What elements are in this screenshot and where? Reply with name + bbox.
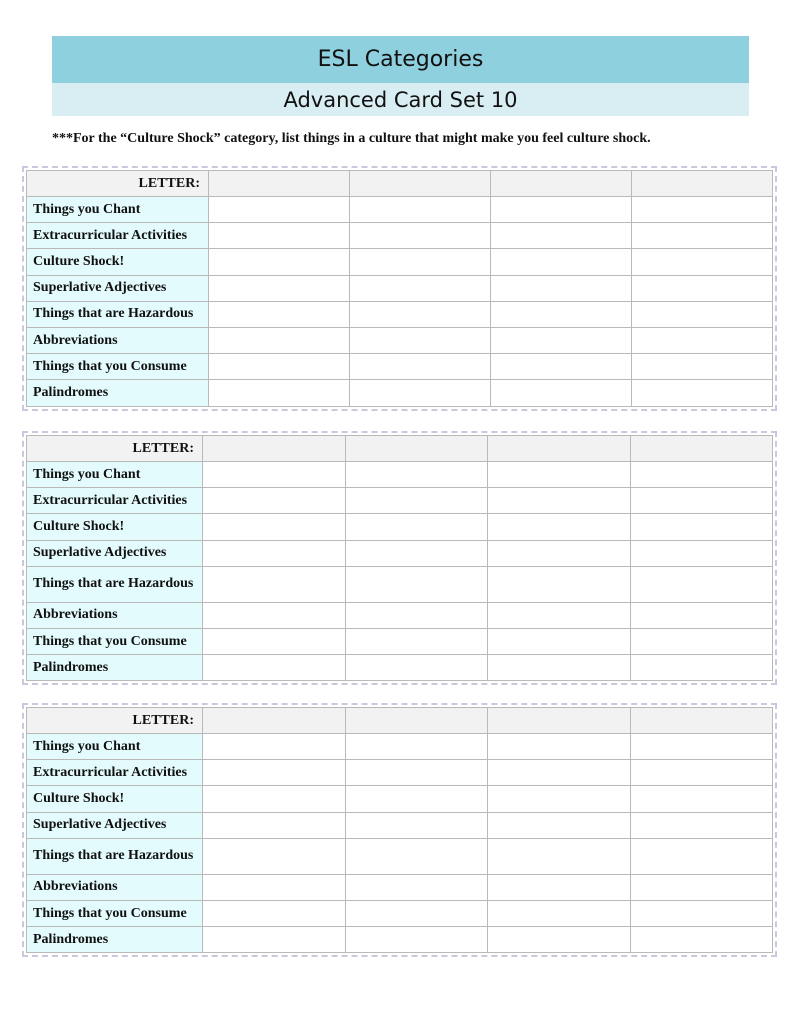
answer-cell[interactable]	[630, 734, 773, 760]
answer-cell[interactable]	[345, 514, 488, 540]
category-label: Things that you Consume	[27, 628, 203, 654]
answer-cell[interactable]	[345, 602, 488, 628]
table-row	[27, 786, 773, 812]
answer-cell[interactable]	[491, 223, 632, 249]
answer-cell[interactable]	[345, 812, 488, 838]
category-label: Extracurricular Activities	[27, 488, 203, 514]
answer-cell[interactable]	[345, 488, 488, 514]
answer-cell[interactable]	[630, 812, 773, 838]
category-label: Extracurricular Activities	[27, 760, 203, 786]
letter-label: LETTER:	[27, 436, 203, 462]
page-title: ESL Categories	[52, 36, 749, 83]
answer-cell[interactable]	[491, 354, 632, 380]
answer-cell[interactable]	[345, 540, 488, 566]
instruction-note: ***For the “Culture Shock” category, list things in a culture that might make you feel culture shock.	[52, 131, 651, 146]
answer-cell[interactable]	[203, 812, 346, 838]
category-label: Things that are Hazardous	[27, 566, 203, 602]
category-label: Things you Chant	[27, 734, 203, 760]
answer-cell[interactable]	[630, 566, 773, 602]
table-row	[27, 927, 773, 953]
category-label: Superlative Adjectives	[27, 812, 203, 838]
category-label: Things that are Hazardous	[27, 301, 209, 327]
category-label: Abbreviations	[27, 327, 209, 353]
answer-cell[interactable]	[345, 566, 488, 602]
answer-cell[interactable]	[345, 838, 488, 874]
answer-cell[interactable]	[209, 354, 350, 380]
answer-cell[interactable]	[203, 786, 346, 812]
answer-cell[interactable]	[350, 197, 491, 223]
answer-cell[interactable]	[488, 488, 631, 514]
category-table-1	[22, 166, 777, 411]
answer-cell[interactable]	[345, 874, 488, 900]
category-label: Culture Shock!	[27, 786, 203, 812]
answer-cell[interactable]	[345, 786, 488, 812]
letter-cell[interactable]	[491, 171, 632, 197]
answer-cell[interactable]	[203, 602, 346, 628]
answer-cell[interactable]	[632, 249, 773, 275]
table-row	[27, 812, 773, 838]
letter-cell[interactable]	[632, 171, 773, 197]
answer-cell[interactable]	[630, 838, 773, 874]
answer-cell[interactable]	[350, 301, 491, 327]
letter-cell[interactable]	[345, 436, 488, 462]
page-subtitle: Advanced Card Set 10	[52, 83, 749, 116]
answer-cell[interactable]	[632, 223, 773, 249]
answer-cell[interactable]	[488, 900, 631, 926]
table-row	[27, 223, 773, 249]
letter-row	[27, 436, 773, 462]
letter-cell[interactable]	[488, 708, 631, 734]
answer-cell[interactable]	[632, 197, 773, 223]
category-label: Abbreviations	[27, 602, 203, 628]
answer-cell[interactable]	[350, 354, 491, 380]
answer-cell[interactable]	[491, 301, 632, 327]
category-label: Superlative Adjectives	[27, 275, 209, 301]
answer-cell[interactable]	[632, 354, 773, 380]
answer-cell[interactable]	[350, 380, 491, 406]
answer-cell[interactable]	[630, 900, 773, 926]
answer-cell[interactable]	[345, 734, 488, 760]
answer-cell[interactable]	[488, 514, 631, 540]
letter-cell[interactable]	[488, 436, 631, 462]
answer-cell[interactable]	[488, 874, 631, 900]
answer-cell[interactable]	[350, 327, 491, 353]
table-row	[27, 488, 773, 514]
table-row	[27, 566, 773, 602]
answer-cell[interactable]	[350, 249, 491, 275]
table-row	[27, 900, 773, 926]
answer-cell[interactable]	[209, 301, 350, 327]
answer-cell[interactable]	[488, 655, 631, 681]
answer-cell[interactable]	[209, 380, 350, 406]
answer-cell[interactable]	[203, 655, 346, 681]
answer-cell[interactable]	[491, 380, 632, 406]
answer-cell[interactable]	[203, 734, 346, 760]
letter-cell[interactable]	[345, 708, 488, 734]
table-row	[27, 655, 773, 681]
table-row	[27, 462, 773, 488]
table-row	[27, 354, 773, 380]
answer-cell[interactable]	[203, 874, 346, 900]
category-label: Palindromes	[27, 927, 203, 953]
answer-cell[interactable]	[203, 488, 346, 514]
table-row	[27, 540, 773, 566]
letter-cell[interactable]	[203, 436, 346, 462]
table-row	[27, 602, 773, 628]
answer-cell[interactable]	[630, 462, 773, 488]
answer-cell[interactable]	[345, 760, 488, 786]
category-label: Extracurricular Activities	[27, 223, 209, 249]
answer-cell[interactable]	[209, 327, 350, 353]
answer-cell[interactable]	[203, 566, 346, 602]
answer-cell[interactable]	[488, 628, 631, 654]
category-label: Things that you Consume	[27, 900, 203, 926]
answer-cell[interactable]	[488, 734, 631, 760]
answer-cell[interactable]	[491, 197, 632, 223]
answer-cell[interactable]	[630, 655, 773, 681]
answer-cell[interactable]	[345, 462, 488, 488]
table-row	[27, 197, 773, 223]
answer-cell[interactable]	[630, 488, 773, 514]
category-table-3	[22, 703, 777, 957]
answer-cell[interactable]	[345, 900, 488, 926]
answer-cell[interactable]	[491, 249, 632, 275]
answer-cell[interactable]	[209, 249, 350, 275]
table-row	[27, 249, 773, 275]
answer-cell[interactable]	[632, 301, 773, 327]
category-label: Palindromes	[27, 655, 203, 681]
answer-cell[interactable]	[203, 514, 346, 540]
answer-cell[interactable]	[488, 602, 631, 628]
table-row	[27, 514, 773, 540]
answer-cell[interactable]	[630, 760, 773, 786]
answer-cell[interactable]	[345, 927, 488, 953]
answer-cell[interactable]	[203, 927, 346, 953]
table-row	[27, 301, 773, 327]
category-label: Culture Shock!	[27, 249, 209, 275]
letter-label: LETTER:	[27, 708, 203, 734]
answer-cell[interactable]	[209, 197, 350, 223]
table-row	[27, 628, 773, 654]
answer-cell[interactable]	[350, 223, 491, 249]
answer-cell[interactable]	[488, 540, 631, 566]
answer-cell[interactable]	[209, 223, 350, 249]
table-row	[27, 327, 773, 353]
category-label: Abbreviations	[27, 874, 203, 900]
answer-cell[interactable]	[630, 874, 773, 900]
table-row	[27, 380, 773, 406]
letter-cell[interactable]	[630, 436, 773, 462]
letter-cell[interactable]	[630, 708, 773, 734]
letter-cell[interactable]	[350, 171, 491, 197]
answer-cell[interactable]	[491, 327, 632, 353]
answer-cell[interactable]	[203, 760, 346, 786]
category-label: Palindromes	[27, 380, 209, 406]
table-row	[27, 874, 773, 900]
answer-cell[interactable]	[488, 760, 631, 786]
answer-cell[interactable]	[630, 927, 773, 953]
answer-cell[interactable]	[488, 927, 631, 953]
category-label: Things that are Hazardous	[27, 838, 203, 874]
table-row	[27, 838, 773, 874]
answer-cell[interactable]	[345, 628, 488, 654]
letter-label: LETTER:	[27, 171, 209, 197]
answer-cell[interactable]	[488, 812, 631, 838]
letter-cell[interactable]	[203, 708, 346, 734]
letter-row	[27, 708, 773, 734]
table-row	[27, 760, 773, 786]
category-label: Superlative Adjectives	[27, 540, 203, 566]
category-label: Things you Chant	[27, 197, 209, 223]
answer-cell[interactable]	[488, 566, 631, 602]
answer-cell[interactable]	[632, 327, 773, 353]
answer-cell[interactable]	[630, 628, 773, 654]
letter-cell[interactable]	[209, 171, 350, 197]
answer-cell[interactable]	[491, 275, 632, 301]
answer-cell[interactable]	[203, 838, 346, 874]
answer-cell[interactable]	[630, 786, 773, 812]
answer-cell[interactable]	[203, 628, 346, 654]
category-label: Things you Chant	[27, 462, 203, 488]
category-label: Culture Shock!	[27, 514, 203, 540]
answer-cell[interactable]	[203, 462, 346, 488]
category-label: Things that you Consume	[27, 354, 209, 380]
answer-cell[interactable]	[630, 514, 773, 540]
answer-cell[interactable]	[630, 602, 773, 628]
answer-cell[interactable]	[345, 655, 488, 681]
table-row	[27, 734, 773, 760]
letter-row	[27, 171, 773, 197]
answer-cell[interactable]	[488, 462, 631, 488]
table-row	[27, 275, 773, 301]
answer-cell[interactable]	[203, 900, 346, 926]
category-table-2	[22, 431, 777, 685]
answer-cell[interactable]	[209, 275, 350, 301]
answer-cell[interactable]	[488, 786, 631, 812]
answer-cell[interactable]	[203, 540, 346, 566]
answer-cell[interactable]	[632, 275, 773, 301]
answer-cell[interactable]	[630, 540, 773, 566]
answer-cell[interactable]	[488, 838, 631, 874]
answer-cell[interactable]	[632, 380, 773, 406]
answer-cell[interactable]	[350, 275, 491, 301]
